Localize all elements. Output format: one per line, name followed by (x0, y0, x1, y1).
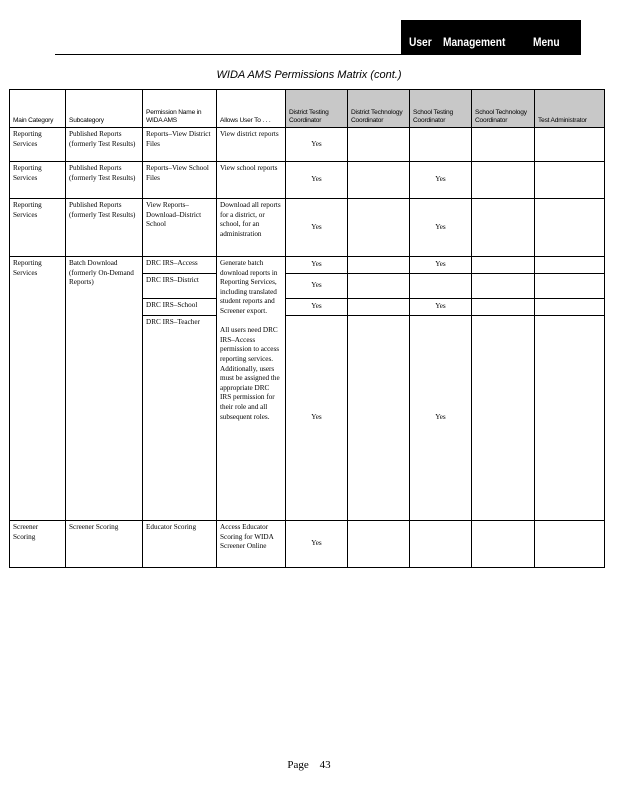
cell-dtc: Yes (286, 299, 348, 316)
cell-stc: Yes (410, 299, 472, 316)
cell-perm: DRC IRS–Teacher (143, 316, 217, 521)
cell-main: Reporting Services (10, 199, 66, 257)
cell-sub: Published Reports (formerly Test Results) (66, 199, 143, 257)
col-subcategory: Subcategory (66, 90, 143, 128)
cell-perm: DRC IRS–Access (143, 257, 217, 274)
table-row (10, 128, 605, 162)
cell-stc: Yes (410, 316, 472, 521)
cell-stc (410, 128, 472, 162)
cell-stc: Yes (410, 199, 472, 257)
col-school-technology-coordinator: School Technology Coordinator (472, 90, 535, 128)
cell-main: Screener Scoring (10, 521, 66, 568)
cell-ta (535, 316, 605, 521)
cell-dtc: Yes (286, 162, 348, 199)
cell-perm: Reports–View School Files (143, 162, 217, 199)
cell-sub: Batch Download (formerly On-Demand Reports) (66, 257, 143, 521)
cell-perm: View Reports–Download–District School (143, 199, 217, 257)
cell-sub: Published Reports (formerly Test Results) (66, 128, 143, 162)
col-district-technology-coordinator: District Technology Coordinator (348, 90, 410, 128)
cell-dtc: Yes (286, 274, 348, 299)
cell-stec (472, 199, 535, 257)
cell-ta (535, 257, 605, 274)
header-word-user: User (409, 35, 432, 49)
cell-ta (535, 299, 605, 316)
cell-dtec (348, 299, 410, 316)
cell-perm: Educator Scoring (143, 521, 217, 568)
table-row (10, 162, 605, 199)
col-school-testing-coordinator: School Testing Coordinator (410, 90, 472, 128)
header-word-menu: Menu (533, 35, 560, 49)
table-row (10, 257, 605, 274)
cell-stec (472, 257, 535, 274)
cell-dtec (348, 274, 410, 299)
cell-stc: Yes (410, 257, 472, 274)
permissions-table (9, 89, 605, 568)
cell-main: Reporting Services (10, 162, 66, 199)
cell-stc (410, 274, 472, 299)
cell-stec (472, 162, 535, 199)
cell-dtec (348, 162, 410, 199)
cell-allows: Download all reports for a district, or school, for an administration (217, 199, 286, 257)
cell-stec (472, 521, 535, 568)
cell-stec (472, 274, 535, 299)
cell-dtec (348, 521, 410, 568)
cell-perm: DRC IRS–District (143, 274, 217, 299)
col-allows-user-to: Allows User To . . . (217, 90, 286, 128)
page-footer (0, 759, 618, 771)
page-title: WIDA AMS Permissions Matrix (cont.) (216, 69, 402, 81)
cell-sub: Published Reports (formerly Test Results) (66, 162, 143, 199)
cell-ta (535, 521, 605, 568)
cell-stec (472, 316, 535, 521)
cell-main: Reporting Services (10, 128, 66, 162)
cell-stc: Yes (410, 162, 472, 199)
cell-ta (535, 274, 605, 299)
cell-stec (472, 299, 535, 316)
cell-sub: Screener Scoring (66, 521, 143, 568)
cell-ta (535, 128, 605, 162)
table-row (10, 199, 605, 257)
cell-dtec (348, 128, 410, 162)
cell-dtec (348, 199, 410, 257)
cell-dtec (348, 316, 410, 521)
cell-dtc: Yes (286, 521, 348, 568)
page-label: Page (287, 759, 309, 771)
page-number: 43 (319, 759, 331, 771)
cell-perm: Reports–View District Files (143, 128, 217, 162)
cell-stec (472, 128, 535, 162)
cell-dtc: Yes (286, 316, 348, 521)
cell-stc (410, 521, 472, 568)
cell-dtec (348, 257, 410, 274)
cell-ta (535, 199, 605, 257)
cell-dtc: Yes (286, 128, 348, 162)
cell-dtc: Yes (286, 199, 348, 257)
header-word-management: Management (443, 35, 506, 49)
cell-allows: Access Educator Scoring for WIDA Screener Online (217, 521, 286, 568)
cell-dtc: Yes (286, 257, 348, 274)
cell-main: Reporting Services (10, 257, 66, 521)
cell-allows: View school reports (217, 162, 286, 199)
table-header-row (10, 90, 605, 128)
table-row (10, 521, 605, 568)
header-menu-banner (401, 20, 581, 55)
col-permission-name: Permission Name in WIDA AMS (143, 90, 217, 128)
col-main-category: Main Category (10, 90, 66, 128)
cell-perm: DRC IRS–School (143, 299, 217, 316)
cell-allows: View district reports (217, 128, 286, 162)
col-test-administrator: Test Administrator (535, 90, 605, 128)
cell-ta (535, 162, 605, 199)
cell-allows: Generate batch download reports in Reporting Services, including translated student reports and Screener export. All users need DRC IRS–Access permission to access reporting services. Additionally, users must be assigned the appropriate DRC IRS permission for their role and all subsequent roles. (217, 257, 286, 521)
col-district-testing-coordinator: District Testing Coordinator (286, 90, 348, 128)
